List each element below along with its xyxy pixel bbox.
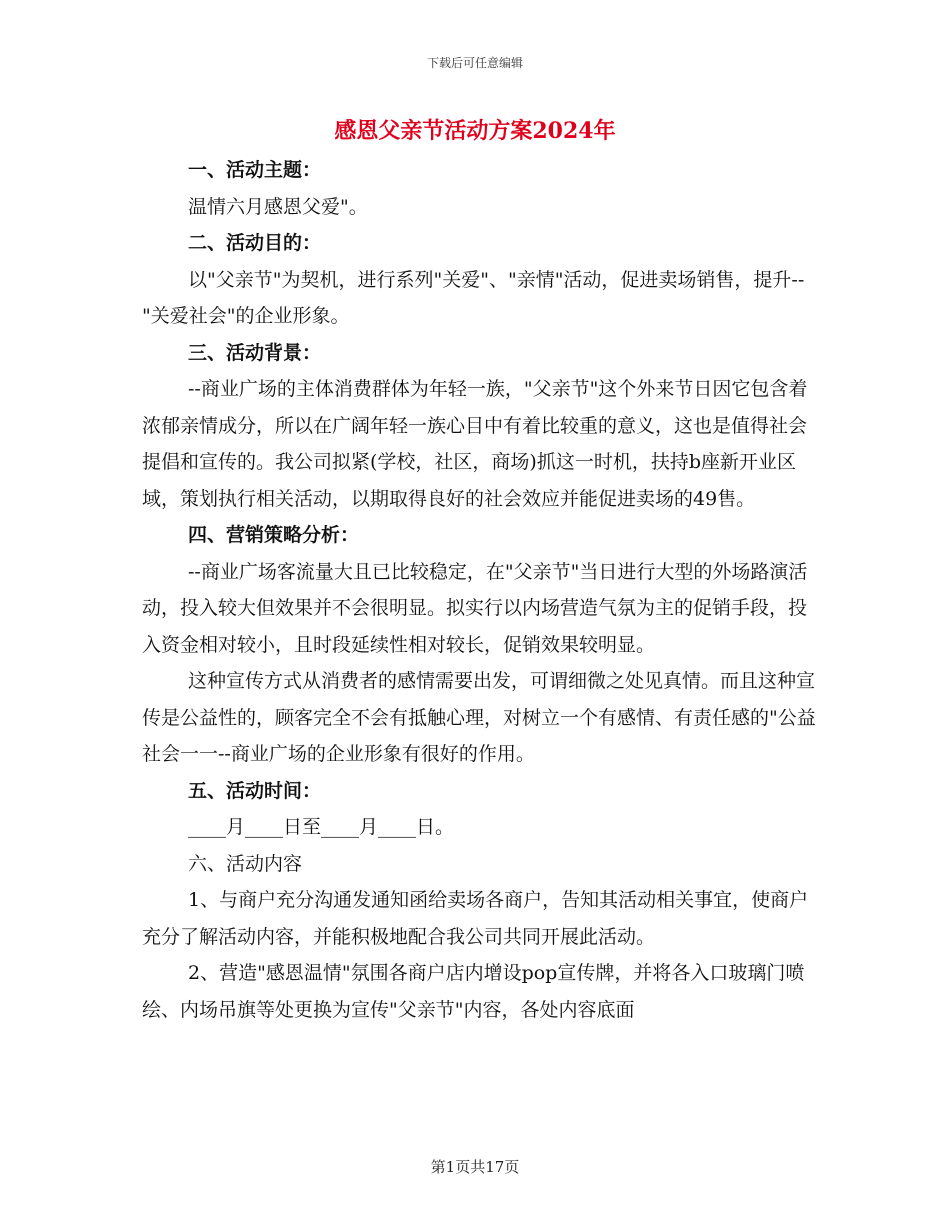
paragraph-content-2: 2、营造"感恩温情"氛围各商户店内增设pop宣传牌，并将各入口玻璃门喷绘、内场吊旗等处更换为宣传"父亲节"内容，各处内容底面 xyxy=(142,962,805,1021)
paragraph-strategy-2: 这种宣传方式从消费者的感情需要出发，可谓细微之处见真情。而且这种宣传是公益性的，顾客完全不会有抵触心理，对树立一个有感情、有责任感的"公益社会一一--商业广场的企业形象有很好的作用。 xyxy=(142,670,816,765)
paragraph-strategy-1: --商业广场客流量大且已比较稳定，在"父亲节"当日进行大型的外场路演活动，投入较大但效果并不会很明显。拟实行以内场营造气氛为主的促销手段，投入资金相对较小，且时段延续性相对较长，促销效果较明显。 xyxy=(142,560,808,656)
section-heading-strategy: 四、营销策略分析： xyxy=(188,524,360,546)
paragraph-content-1: 1、与商户充分沟通发通知函给卖场各商户，告知其活动相关事宜，使商户充分了解活动内容，并能积极地配合我公司共同开展此活动。 xyxy=(142,889,809,948)
section-heading-time: 五、活动时间： xyxy=(188,779,322,802)
paragraph-purpose: 以"父亲节"为契机，进行系列"关爱"、"亲情"活动，促进卖场销售，提升--"关爱社会"的企业形象。 xyxy=(142,268,805,327)
document-title: 感恩父亲节活动方案2024年 xyxy=(334,118,616,144)
paragraph-time: ____月____日至____月____日。 xyxy=(188,816,455,838)
page-footer: 第1页共17页 xyxy=(430,1158,520,1176)
section-heading-theme: 一、活动主题： xyxy=(188,159,322,181)
page-header: 下载后可任意编辑 xyxy=(426,56,523,70)
section-heading-content: 六、活动内容 xyxy=(188,852,303,875)
section-heading-background: 三、活动背景： xyxy=(188,341,322,364)
document-body xyxy=(142,152,818,1028)
paragraph-background: --商业广场的主体消费群体为年轻一族，"父亲节"这个外来节日因它包含着浓郁亲情成分，所以在广阔年轻一族心目中有着比较重的意义，这也是值得社会提倡和宣传的。我公司拟紧(学校，社区，商场)抓这一时机，扶持b座新开业区域，策划执行相关活动，以期取得良好的社会效应并能促进卖场的49售。 xyxy=(142,378,808,510)
section-heading-purpose: 二、活动目的： xyxy=(188,232,322,254)
paragraph-theme: 温情六月感恩父爱"。 xyxy=(188,195,368,218)
